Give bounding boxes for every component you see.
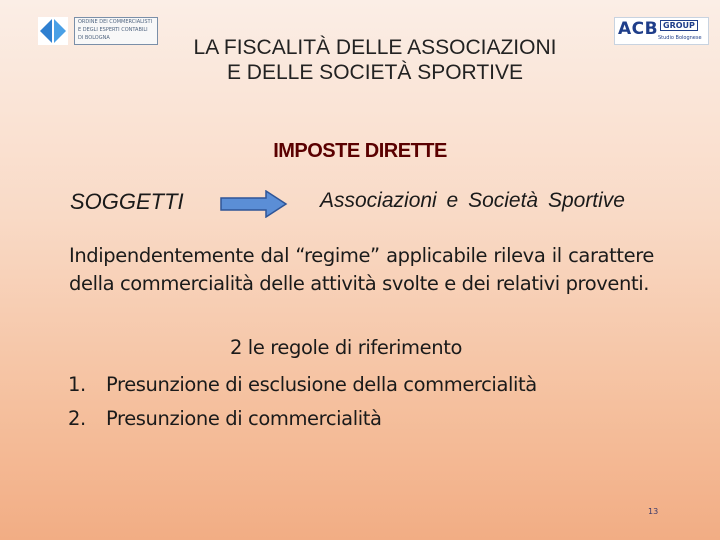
list-item-number: 1. [68,373,86,396]
slide-title [140,35,610,85]
logo-acb-group [614,17,709,45]
logo-sub-text: Studio Bolognese [658,35,702,41]
rules-heading: 2 le regole di riferimento [230,336,462,359]
logo-acb-text: ACB [618,19,659,39]
right-arrow-icon [220,190,288,218]
page-number: 13 [648,507,659,516]
list-item [68,402,537,436]
slide-subtitle: IMPOSTE DIRETTE [273,140,447,162]
list-item-text: Presunzione di commercialità [106,407,382,430]
rules-list [68,368,537,436]
logo-group-text: GROUP [660,20,698,31]
logo-left-line: DI BOLOGNA [78,35,110,41]
logo-left-line: ORDINE DEI COMMERCIALISTI [78,19,153,25]
slide-title-line2: E DELLE SOCIETÀ SPORTIVE [226,61,524,84]
list-item-text: Presunzione di esclusione della commercialità [106,373,537,396]
list-item-number: 2. [68,407,86,430]
subjects-label: SOGGETTI [70,189,184,214]
logo-left-line: E DEGLI ESPERTI CONTABILI [78,27,148,33]
body-paragraph: Indipendentemente dal “regime” applicabile rileva il carattere della commercialità delle attività svolte e dei relativi proventi. [69,244,654,295]
logo-mark-icon [38,17,68,45]
slide-title-line1: LA FISCALITÀ DELLE ASSOCIAZIONI [193,36,557,59]
subjects-value: Associazioni e Società Sportive [320,189,625,212]
list-item [68,368,537,402]
